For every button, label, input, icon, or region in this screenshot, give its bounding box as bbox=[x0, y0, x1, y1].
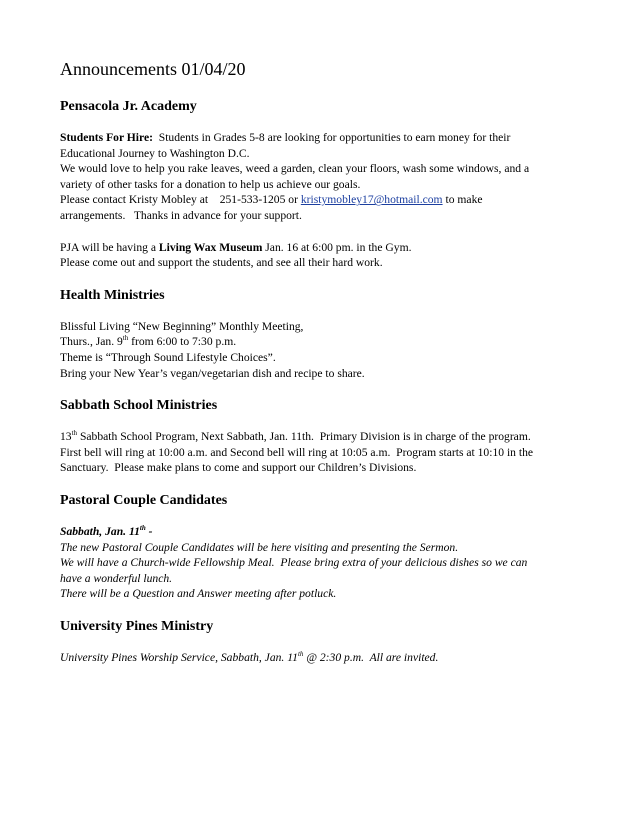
pastoral-paragraph bbox=[60, 524, 575, 602]
pastoral-line-1: The new Pastoral Couple Candidates will be here visiting and presenting the Sermon. bbox=[60, 540, 459, 554]
section-heading-sabbath-school: Sabbath School Ministries bbox=[60, 398, 218, 414]
hire-line-4: variety of other tasks for a donation to help us achieve our goals. bbox=[60, 177, 361, 191]
email-link[interactable]: kristymobley17@hotmail.com bbox=[300, 193, 443, 207]
contact-text-post: to make bbox=[442, 193, 483, 207]
university-text-post: @ 2:30 p.m. All are invited. bbox=[303, 650, 439, 664]
health-line-2 bbox=[60, 334, 575, 350]
hire-line-2: Educational Journey to Washington D.C. bbox=[60, 146, 250, 160]
pastoral-line-2: We will have a Church-wide Fellowship Meal. Please bring extra of your delicious dishes so we can bbox=[60, 556, 528, 570]
health-line-3: Theme is “Through Sound Lifestyle Choices”. bbox=[60, 350, 276, 364]
wax-museum-paragraph bbox=[60, 240, 575, 271]
pastoral-date-line bbox=[60, 524, 575, 540]
students-for-hire-paragraph bbox=[60, 130, 575, 224]
section-heading-health: Health Ministries bbox=[60, 287, 165, 303]
section-heading-university: University Pines Ministry bbox=[60, 618, 214, 634]
hire-label: Students For Hire: bbox=[60, 131, 153, 144]
hire-text-1: Students in Grades 5-8 are looking for opportunities to earn money for their bbox=[152, 131, 511, 144]
wax-text-post: Jan. 16 at 6:00 pm. in the Gym. bbox=[262, 240, 412, 254]
sabbath-school-line-3: Sanctuary. Please make plans to come and support our Children’s Divisions. bbox=[60, 461, 417, 475]
sabbath-number-sup: th bbox=[71, 429, 78, 438]
sabbath-school-text-1: Sabbath School Program, Next Sabbath, Jan. 11th. Primary Division is in charge of the program. bbox=[77, 430, 531, 444]
health-date-sup: th bbox=[122, 334, 129, 343]
contact-line-2: arrangements. Thanks in advance for your support. bbox=[60, 208, 302, 222]
wax-line-1 bbox=[60, 240, 575, 256]
university-date-sup: th bbox=[297, 650, 304, 659]
contact-line-1 bbox=[60, 192, 575, 208]
section-heading-pastoral: Pastoral Couple Candidates bbox=[60, 492, 228, 508]
university-text: University Pines Worship Service, Sabbath, Jan. 11 bbox=[60, 650, 298, 664]
wax-text-pre: PJA will be having a bbox=[60, 240, 159, 254]
wax-museum-label: Living Wax Museum bbox=[158, 240, 263, 254]
page-title: Announcements 01/04/20 bbox=[60, 59, 246, 79]
pastoral-date-dash: - bbox=[145, 524, 153, 538]
sabbath-number: 13 bbox=[60, 430, 72, 444]
pastoral-date-sup: th bbox=[139, 524, 146, 533]
health-paragraph bbox=[60, 319, 575, 381]
sabbath-school-line-1 bbox=[60, 429, 575, 445]
university-line bbox=[60, 650, 575, 666]
health-line-4: Bring your New Year’s vegan/vegetarian dish and recipe to share. bbox=[60, 366, 365, 380]
university-paragraph bbox=[60, 650, 575, 666]
health-line-1: Blissful Living “New Beginning” Monthly Meeting, bbox=[60, 319, 304, 333]
wax-line-2: Please come out and support the students, and see all their hard work. bbox=[60, 256, 383, 270]
hire-line-3: We would love to help you rake leaves, weed a garden, clean your floors, wash some windows, and a bbox=[60, 162, 530, 176]
document-page bbox=[60, 56, 575, 681]
hire-line-1 bbox=[60, 130, 575, 146]
pastoral-line-3: have a wonderful lunch. bbox=[60, 571, 173, 585]
pastoral-date: Sabbath, Jan. 11 bbox=[60, 524, 140, 538]
health-time: from 6:00 to 7:30 p.m. bbox=[128, 335, 237, 349]
pastoral-line-4: There will be a Question and Answer meeting after potluck. bbox=[60, 587, 337, 601]
health-date: Thurs., Jan. 9 bbox=[60, 335, 123, 349]
section-heading-pja: Pensacola Jr. Academy bbox=[60, 99, 197, 114]
sabbath-school-line-2: First bell will ring at 10:00 a.m. and Second bell will ring at 10:05 a.m. Program starts at 10:10 in the bbox=[60, 445, 534, 459]
sabbath-school-paragraph bbox=[60, 429, 575, 476]
contact-text: Please contact Kristy Mobley at 251-533-1205 or bbox=[60, 193, 301, 207]
